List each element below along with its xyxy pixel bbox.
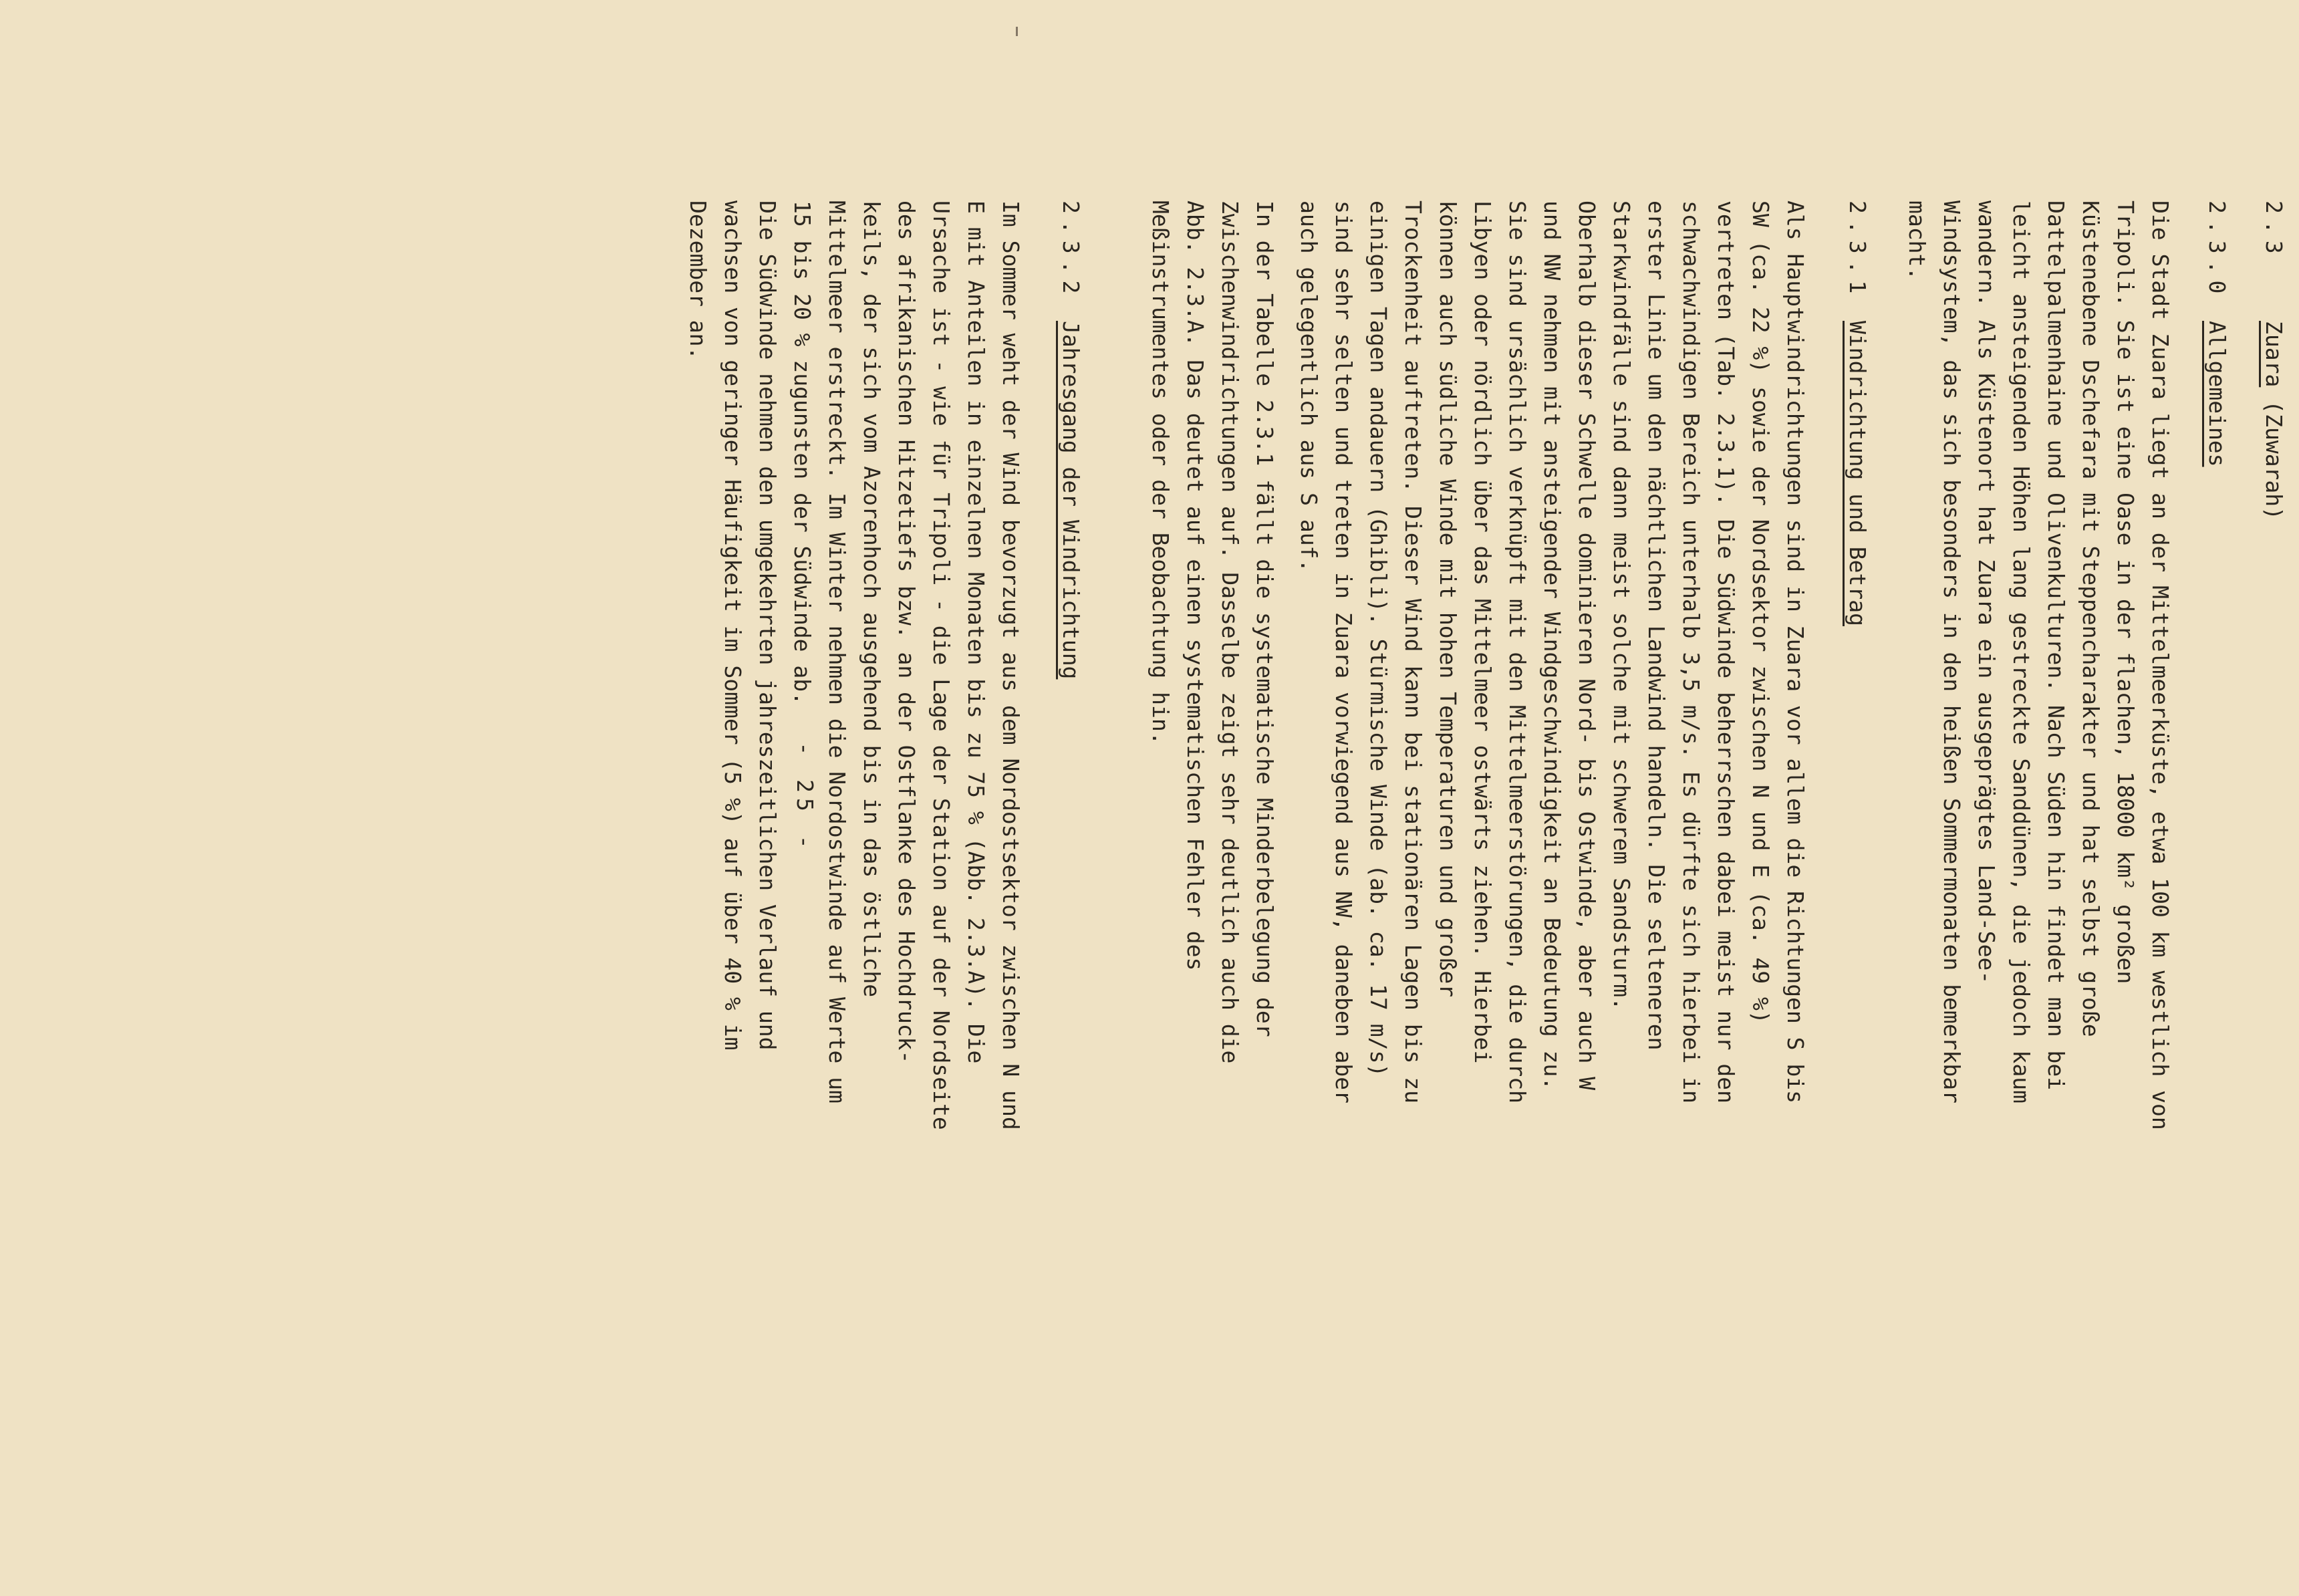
subsection-title: Jahresgang der Windrichtung [1058,321,1084,680]
text-line: Oberhalb dieser Schwelle dominieren Nord- bis Ostwinde, aber auch W [1574,201,1600,1091]
section-title: Zuara [2261,321,2287,388]
text-line: In der Tabelle 2.3.1 fällt die systematische Minderbelegung der [1252,201,1278,1037]
paragraph-jahresgang-text [680,201,1028,1477]
text-line: Dattelpalmenhaine und Olivenkulturen. Nach Süden hin findet man bei [2043,201,2069,1091]
text-line: macht. [1904,201,1930,281]
text-line: Mittelmeer erstreckt. Im Winter nehmen die Nordostwinde auf Werte um [824,201,850,1104]
text-line: leicht ansteigenden Höhen lang gestreckte Sanddünen, die jedoch kaum [2008,201,2034,1104]
text-line: Abb. 2.3.A. Das deutet auf einen systematischen Fehler des [1182,201,1208,971]
text-line: erster Linie um den nächtlichen Landwind handeln. Die selteneren [1643,201,1669,1051]
text-line: vertreten (Tab. 2.3.1). Die Südwinde beherrschen dabei meist nur den [1713,201,1739,1104]
text-line: sind sehr selten und treten in Zuara vorwiegend aus NW, daneben aber [1331,201,1357,1104]
text-line: und NW nehmen mit ansteigender Windgeschwindigkeit an Bedeutung zu. [1539,201,1565,1091]
text-line: einigen Tagen andauern (Ghibli). Stürmische Winde (ab. ca. 17 m/s) [1365,201,1391,1077]
text-line: Windsystem, das sich besonders in den heißen Sommermonaten bemerkbar [1939,201,1965,1104]
text-line: keils, der sich vom Azorenhoch ausgehend bis in das östliche [859,201,885,998]
text-line: SW (ca. 22 %) sowie der Nordsektor zwischen N und E (ca. 49 %) [1748,201,1774,1024]
section-number: 2.3 [2261,201,2287,261]
text-line: wachsen von geringer Häufigkeit im Sommer (5 %) auf über 40 % im [720,201,746,1051]
text-line: Zwischenwindrichtungen auf. Dasselbe zeigt sehr deutlich auch die [1217,201,1243,1064]
subsection-heading-2-3-0 [2199,201,2234,1596]
text-line: 15 bis 20 % zugunsten der Südwinde ab. [789,201,815,705]
text-line: Im Sommer weht der Wind bevorzugt aus dem Nordostsektor zwischen N und [998,201,1024,1130]
text-line: Starkwindfälle sind dann meist solche mit schwerem Sandsturm. [1609,201,1635,1011]
paragraph-minderbelegung [1143,201,1282,1477]
text-line: Meßinstrumentes oder der Beobachtung hin. [1147,201,1174,745]
paragraph-allgemeines [1899,201,2177,1477]
text-line: wandern. Als Küstenort hat Zuara ein ausgeprägtes Land-See- [1974,201,2000,984]
paragraph-windrichtung [1291,201,1812,1477]
text-line: des afrikanischen Hitzetiefs bzw. an der Ostflanke des Hochdruck- [894,201,920,1064]
section-heading [2256,201,2291,1596]
section-subtitle: (Zuwarah) [2261,400,2287,521]
text-line: Die Südwinde nehmen den umgekehrten jahreszeitlichen Verlauf und [755,201,781,1051]
subsection-number: 2.3.2 [1058,201,1084,301]
text-line: können auch südliche Winde mit hohen Temperaturen und großer [1435,201,1461,998]
subsection-number: 2.3.0 [2204,201,2230,301]
text-line: Tripoli. Sie ist eine Oase in der flachen, 18000 km² großen [2113,201,2139,984]
text-line: Libyen oder nördlich über das Mittelmeer ostwärts ziehen. Hierbei [1470,201,1496,1064]
subsection-title: Allgemeines [2204,321,2230,467]
subsection-heading-2-3-2 [1053,201,1088,1596]
text-line: auch gelegentlich aus S auf. [1296,201,1322,573]
subsection-number: 2.3.1 [1845,201,1871,301]
text-line: Als Hauptwindrichtungen sind in Zuara vor allem die Richtungen S bis [1782,201,1808,1104]
text-line: Sie sind ursächlich verknüpft mit den Mittelmeerstörungen, die durch [1504,201,1530,1104]
text-line: schwachwindigen Bereich unterhalb 3,5 m/s. Es dürfte sich hierbei in [1678,201,1704,1104]
text-line: Trockenheit auftreten. Dieser Wind kann bei stationären Lagen bis zu [1400,201,1426,1104]
subsection-title: Windrichtung und Betrag [1845,321,1871,626]
text-line: Ursache ist - wie für Tripoli - die Lage der Station auf der Nordseite [928,201,954,1130]
text-line: E mit Anteilen in einzelnen Monaten bis zu 75 % (Abb. 2.3.A). Die [963,201,989,1064]
page-number: - 25 - [792,742,818,854]
text-line: Die Stadt Zuara liegt an der Mittelmeerküste, etwa 100 km westlich von [2147,201,2173,1130]
text-line: Dezember an. [685,201,711,360]
text-line: Küstenebene Dschefara mit Steppencharakter und hat selbst große [2078,201,2104,1037]
subsection-heading-2-3-1 [1840,201,1875,1596]
